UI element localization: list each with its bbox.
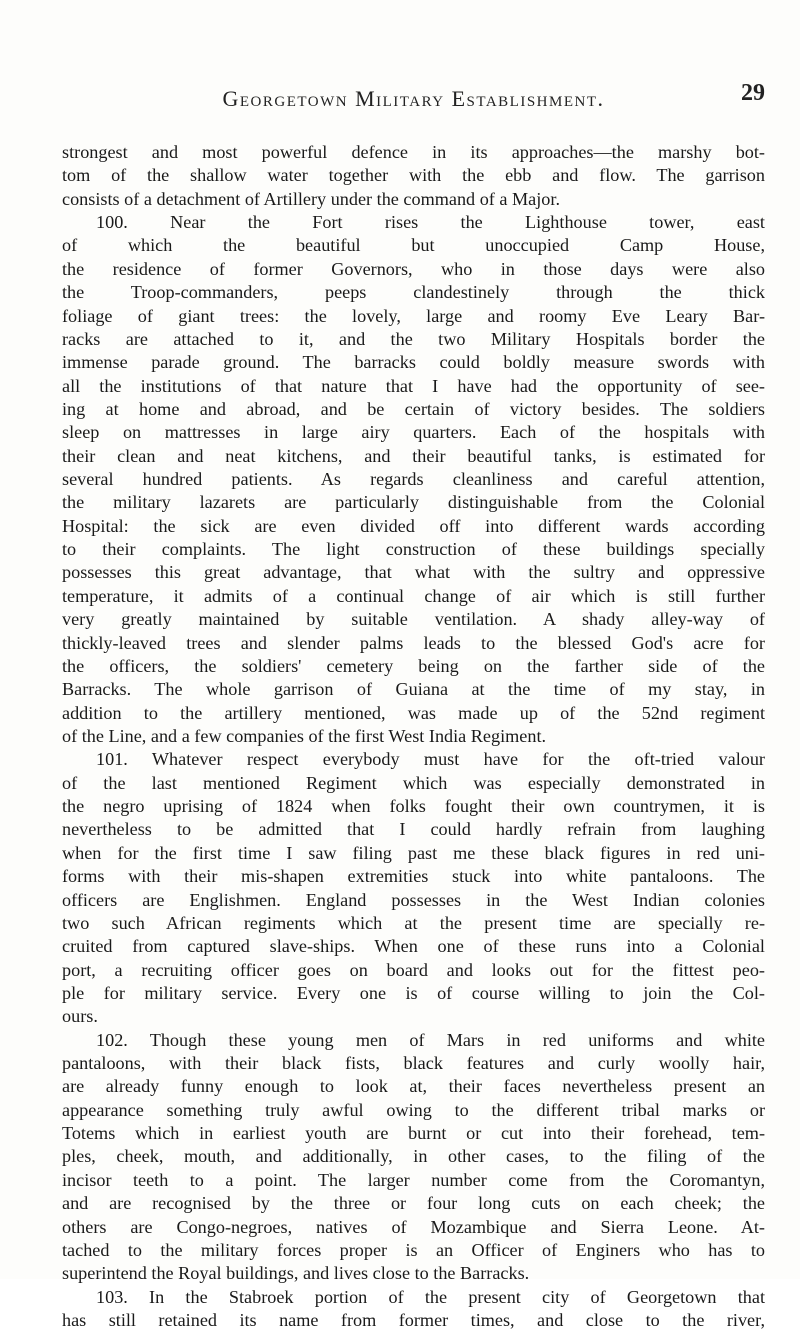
text-line: tached to the military forces proper is an Officer of Enginers who has to <box>62 1239 765 1260</box>
text-line: incisor teeth to a point. The larger number come from the Coromantyn, <box>62 1169 765 1190</box>
text-line: ours. <box>62 1006 98 1027</box>
text-line: all the institutions of that nature that I have had the opportunity of see- <box>62 375 765 396</box>
text-line: when for the first time I saw filing past me these black figures in red uni- <box>62 842 765 863</box>
text-line: officers are Englishmen. England possesses in the West Indian colonies <box>62 889 765 910</box>
text-line: of the last mentioned Regiment which was especially demonstrated in <box>62 772 765 793</box>
text-line: port, a recruiting officer goes on board and looks out for the fittest peo- <box>62 959 765 980</box>
text-line: cruited from captured slave-ships. When one of these runs into a Colonial <box>62 936 765 957</box>
running-title: Georgetown Military Establishment. <box>222 86 605 111</box>
text-line: ing at home and abroad, and be certain of victory besides. The soldiers <box>62 398 765 419</box>
text-line: addition to the artillery mentioned, was made up of the 52nd regiment <box>62 702 765 723</box>
text-line: has still retained its name from former times, and close to the river, <box>62 1309 765 1330</box>
text-line: possesses this great advantage, that what with the sultry and oppressive <box>62 562 765 583</box>
text-line: strongest and most powerful defence in its approaches—the marshy bot- <box>62 142 765 162</box>
text-line: 101. Whatever respect everybody must have for the oft-tried valour <box>96 749 765 770</box>
text-line: several hundred patients. As regards cleanliness and careful attention, <box>62 469 765 490</box>
text-line: and are recognised by the three or four long cuts on each cheek; the <box>62 1193 765 1214</box>
page-number: 29 <box>741 80 765 106</box>
text-line: the negro uprising of 1824 when folks fought their own countrymen, it is <box>62 796 765 817</box>
text-line: superintend the Royal buildings, and lives close to the Barracks. <box>62 1263 530 1284</box>
text-line: ples, cheek, mouth, and additionally, in other cases, to the filing of the <box>62 1146 765 1167</box>
text-line: ple for military service. Every one is of course willing to join the Col- <box>62 982 765 1003</box>
text-line: pantaloons, with their black fists, black features and curly woolly hair, <box>62 1053 765 1074</box>
text-line: to their complaints. The light construction of these buildings specially <box>62 539 765 560</box>
text-line: tom of the shallow water together with the ebb and flow. The garrison <box>62 165 765 186</box>
text-line: appearance something truly awful owing to the different tribal marks or <box>62 1099 765 1120</box>
text-line: very greatly maintained by suitable ventilation. A shady alley-way of <box>62 609 765 630</box>
text-line: temperature, it admits of a continual change of air which is still further <box>62 585 765 606</box>
text-line: racks are attached to it, and the two Military Hospitals border the <box>62 328 765 349</box>
text-line: of the Line, and a few companies of the first West India Regiment. <box>62 725 547 746</box>
text-line: the military lazarets are particularly distinguishable from the Colonial <box>62 492 765 513</box>
text-line: others are Congo-negroes, natives of Mozambique and Sierra Leone. At- <box>62 1216 765 1237</box>
text-line: immense parade ground. The barracks could boldly measure swords with <box>62 352 765 373</box>
text-line: the residence of former Governors, who in those days were also <box>62 258 765 279</box>
text-line: the Troop-commanders, peeps clandestinely through the thick <box>62 282 765 303</box>
text-line: 100. Near the Fort rises the Lighthouse tower, east <box>96 212 765 233</box>
text-line: 103. In the Stabroek portion of the present city of Georgetown that <box>96 1286 765 1307</box>
text-line: sleep on mattresses in large airy quarters. Each of the hospitals with <box>62 422 765 443</box>
text-line: Hospital: the sick are even divided off into different wards according <box>62 515 765 536</box>
text-line: forms with their mis-shapen extremities stuck into white pantaloons. The <box>62 866 765 887</box>
text-line: Barracks. The whole garrison of Guiana at the time of my stay, in <box>62 679 765 700</box>
text-line: two such African regiments which at the present time are specially re- <box>62 912 765 933</box>
text-line: nevertheless to be admitted that I could hardly refrain from laughing <box>62 819 765 840</box>
body-text <box>62 141 765 1332</box>
text-line: Totems which in earliest youth are burnt or cut into their forehead, tem- <box>62 1123 765 1144</box>
running-header <box>62 80 765 114</box>
text-line: thickly-leaved trees and slender palms leads to the blessed God's acre for <box>62 632 765 653</box>
text-line: are already funny enough to look at, their faces nevertheless present an <box>62 1076 765 1097</box>
text-line: 102. Though these young men of Mars in red uniforms and white <box>96 1029 765 1050</box>
text-line: of which the beautiful but unoccupied Camp House, <box>62 235 765 256</box>
text-line: their clean and neat kitchens, and their beautiful tanks, is estimated for <box>62 445 765 466</box>
text-line: foliage of giant trees: the lovely, large and roomy Eve Leary Bar- <box>62 305 765 326</box>
text-line: consists of a detachment of Artillery under the command of a Major. <box>62 188 560 209</box>
text-line: the officers, the soldiers' cemetery being on the farther side of the <box>62 655 765 676</box>
